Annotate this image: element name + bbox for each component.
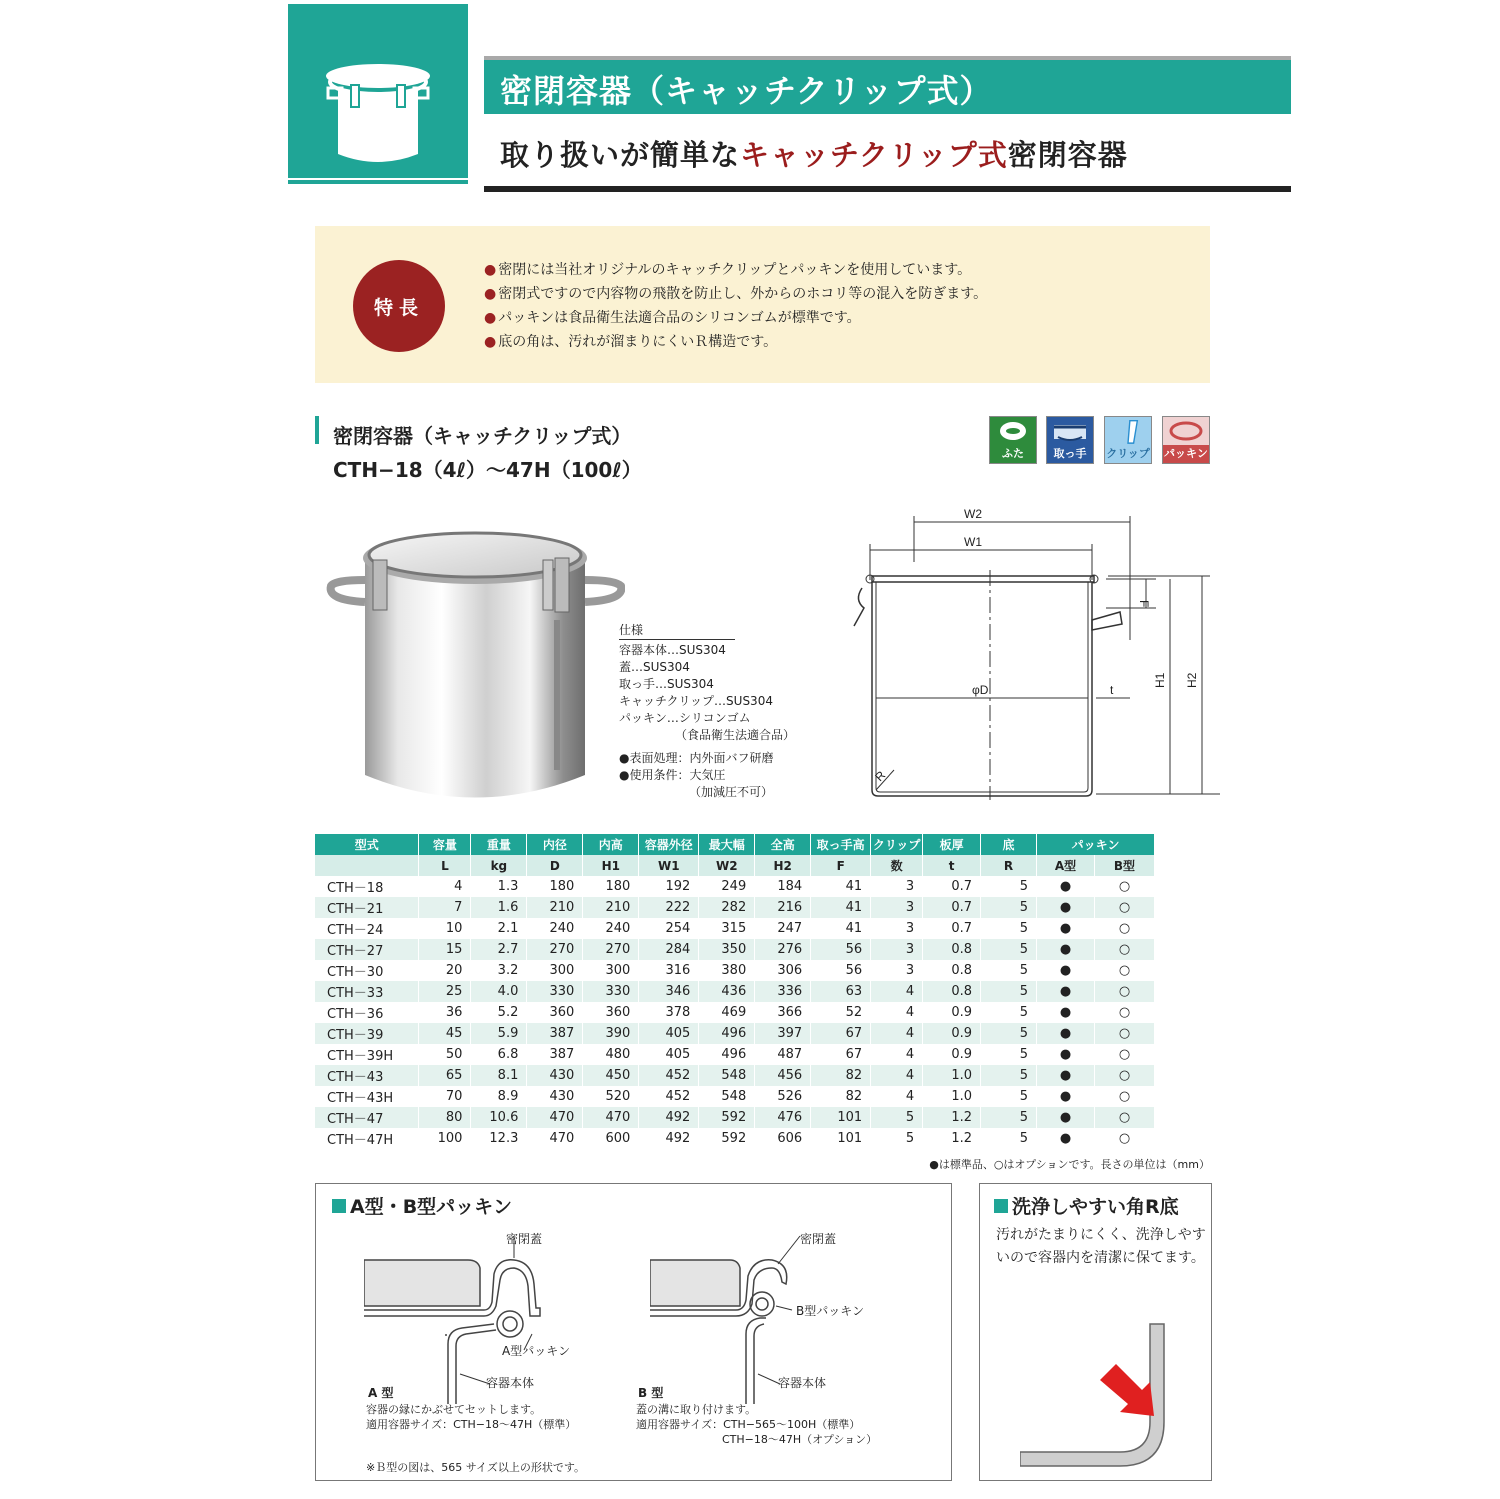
table-cell: ●	[1037, 897, 1095, 918]
table-cell: 240	[583, 918, 639, 939]
table-cell: 450	[583, 1065, 639, 1086]
features-list	[484, 258, 987, 354]
section-bar	[315, 416, 319, 444]
b-gasket-label: B型パッキン	[796, 1304, 865, 1318]
table-cell: 436	[699, 981, 755, 1002]
table-cell: 496	[699, 1023, 755, 1044]
table-cell: 1.0	[923, 1065, 981, 1086]
table-cell: 180	[583, 876, 639, 897]
table-cell: 67	[811, 1023, 871, 1044]
feature-item: ● 底の角は、汚れが溜まりにくいＲ構造です。	[484, 334, 778, 350]
table-cell: 430	[527, 1086, 583, 1107]
table-cell: 12.3	[471, 1128, 527, 1149]
col-header: 最大幅	[699, 834, 755, 855]
header-icon-box	[288, 4, 468, 190]
table-cell: 1.2	[923, 1107, 981, 1128]
table-row	[315, 1044, 1155, 1065]
a-gasket-label: A型パッキン	[502, 1344, 571, 1358]
col-subheader: R	[981, 855, 1037, 876]
gasket-types-box	[315, 1183, 952, 1481]
table-cell: 592	[699, 1128, 755, 1149]
table-cell: ●	[1037, 1065, 1095, 1086]
table-cell: 0.7	[923, 897, 981, 918]
table-cell: 5	[981, 1044, 1037, 1065]
table-cell: 270	[583, 939, 639, 960]
model-cell: CTH－30	[315, 960, 419, 981]
table-cell: 210	[583, 897, 639, 918]
table-cell: 3.2	[471, 960, 527, 981]
spec-note: （食品衛生法適合品）	[675, 728, 796, 742]
section-title: 密閉容器（キャッチクリップ式）	[333, 424, 632, 448]
table-subheader-row	[315, 855, 1155, 876]
b-lid-label: 密閉蓋	[800, 1232, 837, 1246]
table-cell: ●	[1037, 1044, 1095, 1065]
table-cell: 5	[981, 876, 1037, 897]
table-cell: 3	[871, 960, 923, 981]
table-header-row	[315, 834, 1155, 855]
a-desc1: 容器の縁にかぶせてセットします。	[366, 1403, 542, 1416]
section-model-range: CTH−18（4ℓ）〜47H（100ℓ）	[333, 458, 642, 482]
table-cell: 496	[699, 1044, 755, 1065]
col-subheader: W2	[699, 855, 755, 876]
col-header: 取っ手高	[811, 834, 871, 855]
table-cell: 41	[811, 918, 871, 939]
table-cell: 5	[981, 1002, 1037, 1023]
table-cell: 101	[811, 1107, 871, 1128]
table-row	[315, 876, 1155, 897]
table-cell: 0.8	[923, 939, 981, 960]
table-cell: 1.6	[471, 897, 527, 918]
table-cell: 210	[527, 897, 583, 918]
table-cell: 41	[811, 897, 871, 918]
table-cell: 316	[639, 960, 699, 981]
table-cell: 600	[583, 1128, 639, 1149]
table-cell: 0.9	[923, 1023, 981, 1044]
table-row	[315, 960, 1155, 981]
label-f: F	[1137, 600, 1151, 608]
table-cell: 82	[811, 1086, 871, 1107]
col-header: 容器外径	[639, 834, 699, 855]
table-cell: 1.3	[471, 876, 527, 897]
table-cell: 300	[527, 960, 583, 981]
table-cell: 52	[811, 1002, 871, 1023]
table-cell: 378	[639, 1002, 699, 1023]
table-cell: 397	[755, 1023, 811, 1044]
col-header: 容量	[419, 834, 471, 855]
table-cell: 5	[981, 939, 1037, 960]
table-row	[315, 939, 1155, 960]
table-cell: 4	[871, 1044, 923, 1065]
table-cell: 0.7	[923, 876, 981, 897]
type-a-diagram	[364, 1224, 604, 1404]
table-cell: 284	[639, 939, 699, 960]
page-title: 密閉容器（キャッチクリップ式）	[500, 72, 993, 110]
col-header: 内高	[583, 834, 639, 855]
table-cell: 36	[419, 1002, 471, 1023]
table-cell: 2.1	[471, 918, 527, 939]
table-cell: 3	[871, 939, 923, 960]
col-header: 底	[981, 834, 1037, 855]
header-underline	[484, 186, 1291, 192]
corner-r-box	[979, 1183, 1212, 1481]
col-subheader: W1	[639, 855, 699, 876]
table-cell: 282	[699, 897, 755, 918]
table-cell: 7	[419, 897, 471, 918]
table-note: ●は標準品、○はオプションです。長さの単位は（mm）	[929, 1158, 1210, 1171]
table-cell: 0.9	[923, 1002, 981, 1023]
a-desc2: 適用容器サイズ：CTH−18〜47H（標準）	[366, 1418, 577, 1431]
spec-table	[315, 834, 1155, 1149]
spec-title: 仕様	[619, 622, 735, 640]
col-subheader: F	[811, 855, 871, 876]
table-cell: ○	[1094, 1065, 1154, 1086]
col-header: 内径	[527, 834, 583, 855]
table-cell: 270	[527, 939, 583, 960]
table-cell: ○	[1094, 939, 1154, 960]
model-cell: CTH－39	[315, 1023, 419, 1044]
model-cell: CTH－43H	[315, 1086, 419, 1107]
model-cell: CTH－36	[315, 1002, 419, 1023]
table-cell: 476	[755, 1107, 811, 1128]
table-cell: 469	[699, 1002, 755, 1023]
table-cell: 456	[755, 1065, 811, 1086]
table-cell: 6.8	[471, 1044, 527, 1065]
label-r: R	[872, 768, 889, 785]
table-cell: 5.9	[471, 1023, 527, 1044]
table-cell: 5	[981, 1065, 1037, 1086]
table-cell: ●	[1037, 918, 1095, 939]
table-cell: 330	[527, 981, 583, 1002]
table-row	[315, 1002, 1155, 1023]
table-cell: 5	[871, 1107, 923, 1128]
table-cell: ●	[1037, 981, 1095, 1002]
col-subheader: A型	[1037, 855, 1095, 876]
table-row	[315, 1065, 1155, 1086]
table-cell: 10	[419, 918, 471, 939]
spec-note2: （加減圧不可）	[689, 785, 774, 799]
a-type-label: A 型	[368, 1386, 394, 1400]
table-cell: 470	[527, 1107, 583, 1128]
table-cell: 5	[981, 918, 1037, 939]
table-cell: 4	[419, 876, 471, 897]
model-cell: CTH－21	[315, 897, 419, 918]
model-cell: CTH－47	[315, 1107, 419, 1128]
table-cell: 387	[527, 1023, 583, 1044]
table-cell: 492	[639, 1128, 699, 1149]
table-cell: 387	[527, 1044, 583, 1065]
table-cell: 1.0	[923, 1086, 981, 1107]
table-cell: 452	[639, 1086, 699, 1107]
table-cell: 5	[981, 960, 1037, 981]
table-cell: 0.8	[923, 981, 981, 1002]
table-cell: 222	[639, 897, 699, 918]
table-cell: ●	[1037, 1128, 1095, 1149]
corner-r-diagram	[1020, 1314, 1210, 1474]
table-cell: 4	[871, 1002, 923, 1023]
feature-item: ● 密閉式ですので内容物の飛散を防止し、外からのホコリ等の混入を防ぎます。	[484, 286, 988, 302]
table-cell: 360	[527, 1002, 583, 1023]
col-subheader: t	[923, 855, 981, 876]
container-icon	[288, 4, 468, 190]
label-w1: W1	[964, 535, 982, 549]
table-cell: 592	[699, 1107, 755, 1128]
table-cell: 3	[871, 876, 923, 897]
col-header: パッキン	[1037, 834, 1155, 855]
table-cell: 20	[419, 960, 471, 981]
corner-box-text: 汚れがたまりにくく、洗浄しやすいので容器内を清潔に保てます。	[996, 1227, 1206, 1266]
product-photo	[325, 520, 625, 815]
table-cell: 247	[755, 918, 811, 939]
table-cell: 63	[811, 981, 871, 1002]
b-desc2: 適用容器サイズ：CTH−565〜100H（標準）	[636, 1418, 861, 1431]
spec-line: パッキン…シリコンゴム	[619, 711, 751, 725]
table-cell: 405	[639, 1023, 699, 1044]
table-row	[315, 1086, 1155, 1107]
gasket-icon: パッキン	[1162, 416, 1210, 464]
col-header: 板厚	[923, 834, 981, 855]
table-cell: 315	[699, 918, 755, 939]
table-cell: ○	[1094, 1107, 1154, 1128]
table-cell: 366	[755, 1002, 811, 1023]
model-cell: CTH－43	[315, 1065, 419, 1086]
gasket-box-title: A型・B型パッキン	[332, 1192, 512, 1219]
table-cell: ●	[1037, 1002, 1095, 1023]
table-cell: ○	[1094, 960, 1154, 981]
clip-icon: クリップ	[1104, 416, 1152, 464]
table-row	[315, 981, 1155, 1002]
table-cell: 80	[419, 1107, 471, 1128]
spec-list	[619, 622, 795, 801]
col-subheader	[315, 855, 419, 876]
spec-line: 容器本体…SUS304	[619, 643, 726, 657]
table-cell: 10.6	[471, 1107, 527, 1128]
subtitle-post: 密閉容器	[1007, 138, 1128, 172]
dimension-drawing	[840, 500, 1220, 810]
table-cell: ○	[1094, 876, 1154, 897]
b-body-label: 容器本体	[778, 1376, 827, 1390]
table-cell: 82	[811, 1065, 871, 1086]
spec-surface: ●表面処理：内外面バフ研磨	[619, 751, 774, 765]
table-cell: 430	[527, 1065, 583, 1086]
col-subheader: D	[527, 855, 583, 876]
table-cell: 254	[639, 918, 699, 939]
table-cell: 360	[583, 1002, 639, 1023]
table-cell: 548	[699, 1086, 755, 1107]
table-cell: 15	[419, 939, 471, 960]
gasket-footnote: ※Ｂ型の図は、565 サイズ以上の形状です。	[366, 1461, 585, 1474]
table-cell: 41	[811, 876, 871, 897]
lid-icon: ふた	[989, 416, 1037, 464]
table-cell: 184	[755, 876, 811, 897]
table-cell: ●	[1037, 876, 1095, 897]
table-row	[315, 1107, 1155, 1128]
table-cell: ●	[1037, 939, 1095, 960]
table-cell: 3	[871, 918, 923, 939]
col-header: 重量	[471, 834, 527, 855]
spec-line: 取っ手…SUS304	[619, 677, 714, 691]
table-cell: 336	[755, 981, 811, 1002]
col-subheader: H1	[583, 855, 639, 876]
table-cell: 346	[639, 981, 699, 1002]
table-cell: 70	[419, 1086, 471, 1107]
table-cell: 306	[755, 960, 811, 981]
model-cell: CTH－18	[315, 876, 419, 897]
label-h1: H1	[1153, 672, 1167, 688]
spec-line: 蓋…SUS304	[619, 660, 690, 674]
table-cell: 50	[419, 1044, 471, 1065]
table-cell: 249	[699, 876, 755, 897]
table-row	[315, 1128, 1155, 1149]
table-cell: 4	[871, 1086, 923, 1107]
table-cell: 240	[527, 918, 583, 939]
subtitle-pre: 取り扱いが簡単な	[500, 138, 741, 172]
model-cell: CTH－33	[315, 981, 419, 1002]
page-subtitle	[500, 133, 1128, 174]
col-header: 型式	[315, 834, 419, 855]
table-cell: 3	[871, 897, 923, 918]
table-cell: ●	[1037, 1023, 1095, 1044]
b-desc1: 蓋の溝に取り付けます。	[636, 1403, 757, 1416]
label-d: φD	[972, 683, 989, 697]
table-cell: 4.0	[471, 981, 527, 1002]
table-cell: 606	[755, 1128, 811, 1149]
table-cell: 65	[419, 1065, 471, 1086]
table-cell: ○	[1094, 1044, 1154, 1065]
table-cell: 4	[871, 1065, 923, 1086]
label-h2: H2	[1185, 672, 1199, 688]
table-row	[315, 1023, 1155, 1044]
model-cell: CTH－47H	[315, 1128, 419, 1149]
table-cell: 380	[699, 960, 755, 981]
subtitle-accent: キャッチクリップ式	[740, 138, 1008, 172]
table-cell: 25	[419, 981, 471, 1002]
table-cell: ○	[1094, 1128, 1154, 1149]
feature-item: ● パッキンは食品衛生法適合品のシリコンゴムが標準です。	[484, 310, 861, 326]
label-t: t	[1110, 683, 1114, 697]
table-cell: 45	[419, 1023, 471, 1044]
table-cell: 8.9	[471, 1086, 527, 1107]
table-cell: 5	[981, 897, 1037, 918]
table-cell: ●	[1037, 960, 1095, 981]
table-cell: 452	[639, 1065, 699, 1086]
table-cell: ○	[1094, 1086, 1154, 1107]
table-cell: 548	[699, 1065, 755, 1086]
spec-usage: ●使用条件：大気圧	[619, 768, 726, 782]
table-row	[315, 897, 1155, 918]
features-badge: 特長	[353, 260, 445, 352]
table-cell: 470	[583, 1107, 639, 1128]
model-cell: CTH－27	[315, 939, 419, 960]
table-cell: 470	[527, 1128, 583, 1149]
table-cell: 480	[583, 1044, 639, 1065]
table-cell: 180	[527, 876, 583, 897]
table-cell: 5	[871, 1128, 923, 1149]
table-cell: 101	[811, 1128, 871, 1149]
col-subheader: L	[419, 855, 471, 876]
feature-item: ● 密閉には当社オリジナルのキャッチクリップとパッキンを使用しています。	[484, 262, 972, 278]
table-cell: ●	[1037, 1086, 1095, 1107]
table-cell: 56	[811, 939, 871, 960]
table-cell: ●	[1037, 1107, 1095, 1128]
table-cell: 8.1	[471, 1065, 527, 1086]
col-header: クリップ	[871, 834, 923, 855]
table-cell: 216	[755, 897, 811, 918]
table-cell: 5	[981, 1128, 1037, 1149]
table-cell: 390	[583, 1023, 639, 1044]
table-cell: 330	[583, 981, 639, 1002]
b-type-label: B 型	[638, 1386, 664, 1400]
table-cell: 350	[699, 939, 755, 960]
table-cell: ○	[1094, 1002, 1154, 1023]
table-cell: ○	[1094, 918, 1154, 939]
table-cell: 0.7	[923, 918, 981, 939]
table-cell: 300	[583, 960, 639, 981]
col-subheader: H2	[755, 855, 811, 876]
table-cell: 192	[639, 876, 699, 897]
a-body-label: 容器本体	[486, 1376, 535, 1390]
table-cell: 276	[755, 939, 811, 960]
a-lid-label: 密閉蓋	[506, 1232, 543, 1246]
table-cell: 4	[871, 981, 923, 1002]
handle-icon: 取っ手	[1046, 416, 1094, 464]
table-cell: 5	[981, 1107, 1037, 1128]
spec-line: キャッチクリップ…SUS304	[619, 694, 773, 708]
table-cell: 520	[583, 1086, 639, 1107]
table-cell: 405	[639, 1044, 699, 1065]
table-cell: ○	[1094, 897, 1154, 918]
table-cell: 67	[811, 1044, 871, 1065]
table-cell: 5.2	[471, 1002, 527, 1023]
b-desc3: CTH−18〜47H（オプション）	[722, 1433, 878, 1446]
corner-box-title: 洗浄しやすい角R底	[994, 1192, 1179, 1219]
table-cell: ○	[1094, 981, 1154, 1002]
table-cell: 0.9	[923, 1044, 981, 1065]
table-cell: 526	[755, 1086, 811, 1107]
model-cell: CTH－39H	[315, 1044, 419, 1065]
table-cell: 492	[639, 1107, 699, 1128]
table-cell: 5	[981, 981, 1037, 1002]
table-cell: 0.8	[923, 960, 981, 981]
table-cell: 487	[755, 1044, 811, 1065]
table-cell: 4	[871, 1023, 923, 1044]
col-subheader: 数	[871, 855, 923, 876]
model-cell: CTH－24	[315, 918, 419, 939]
col-subheader: B型	[1094, 855, 1154, 876]
table-cell: 100	[419, 1128, 471, 1149]
label-w2: W2	[964, 507, 982, 521]
table-cell: 1.2	[923, 1128, 981, 1149]
col-subheader: kg	[471, 855, 527, 876]
table-cell: 56	[811, 960, 871, 981]
table-cell: ○	[1094, 1023, 1154, 1044]
col-header: 全高	[755, 834, 811, 855]
table-cell: 5	[981, 1023, 1037, 1044]
table-row	[315, 918, 1155, 939]
table-body	[315, 876, 1155, 1149]
table-cell: 2.7	[471, 939, 527, 960]
table-cell: 5	[981, 1086, 1037, 1107]
